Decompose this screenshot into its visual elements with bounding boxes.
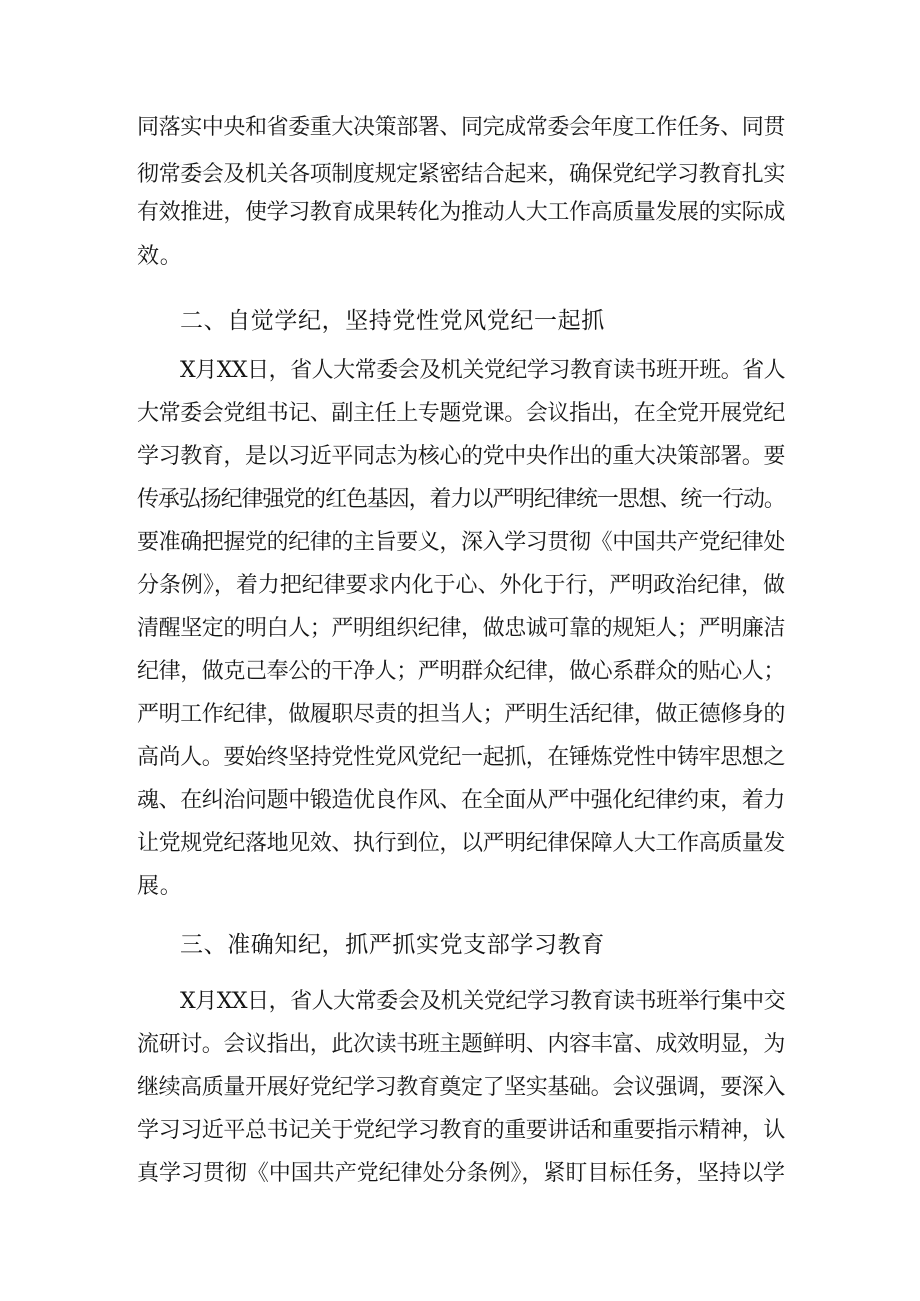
paragraph-line: 学习教育，是以习近平同志为核心的党中央作出的重大决策部署。要 bbox=[137, 444, 786, 469]
paragraph-line: 学习习近平总书记关于党纪学习教育的重要讲话和重要指示精神，认 bbox=[137, 1118, 786, 1143]
paragraph-line: 展。 bbox=[137, 874, 183, 899]
paragraph-line: 有效推进，使学习教育成果转化为推动人大工作高质量发展的实际成 bbox=[137, 200, 786, 225]
paragraph-line: 同落实中央和省委重大决策部署、同完成常委会年度工作任务、同贯 bbox=[137, 115, 786, 140]
paragraph-line: 流研讨。会议指出，此次读书班主题鲜明、内容丰富、成效明显，为 bbox=[137, 1032, 786, 1057]
paragraph-line: 要准确把握党的纪律的主旨要义，深入学习贯彻《中国共产党纪律处 bbox=[137, 530, 786, 555]
paragraph-line: 效。 bbox=[137, 244, 183, 269]
paragraph-line: 严明工作纪律，做履职尽责的担当人；严明生活纪律，做正德修身的 bbox=[137, 702, 786, 727]
paragraph-line: X月XX日，省人大常委会及机关党纪学习教育读书班开班。省人 bbox=[180, 358, 786, 383]
paragraph-line: 高尚人。要始终坚持党性党风党纪一起抓，在锤炼党性中铸牢思想之 bbox=[137, 745, 786, 770]
paragraph-line: 魂、在纠治问题中锻造优良作风、在全面从严中强化纪律约束，着力 bbox=[137, 788, 786, 813]
section-heading-2: 二、自觉学纪，坚持党性党风党纪一起抓 bbox=[180, 308, 605, 334]
paragraph-line: X月XX日，省人大常委会及机关党纪学习教育读书班举行集中交 bbox=[180, 989, 786, 1014]
paragraph-line: 清醒坚定的明白人；严明组织纪律，做忠诚可靠的规矩人；严明廉洁 bbox=[137, 616, 786, 641]
section-heading-3: 三、准确知纪，抓严抓实党支部学习教育 bbox=[180, 932, 605, 958]
paragraph-line: 传承弘扬纪律强党的红色基因，着力以严明纪律统一思想、统一行动。 bbox=[137, 487, 785, 512]
paragraph-line: 继续高质量开展好党纪学习教育奠定了坚实基础。会议强调，要深入 bbox=[137, 1075, 786, 1100]
paragraph-line: 大常委会党组书记、副主任上专题党课。会议指出，在全党开展党纪 bbox=[137, 401, 786, 426]
paragraph-line: 真学习贯彻《中国共产党纪律处分条例》，紧盯目标任务，坚持以学 bbox=[137, 1161, 786, 1186]
paragraph-line: 彻常委会及机关各项制度规定紧密结合起来，确保党纪学习教育扎实 bbox=[137, 162, 786, 187]
paragraph-line: 纪律，做克己奉公的干净人；严明群众纪律，做心系群众的贴心人； bbox=[137, 659, 786, 684]
paragraph-line: 分条例》，着力把纪律要求内化于心、外化于行，严明政治纪律，做 bbox=[137, 573, 786, 598]
paragraph-line: 让党规党纪落地见效、执行到位，以严明纪律保障人大工作高质量发 bbox=[137, 831, 786, 856]
